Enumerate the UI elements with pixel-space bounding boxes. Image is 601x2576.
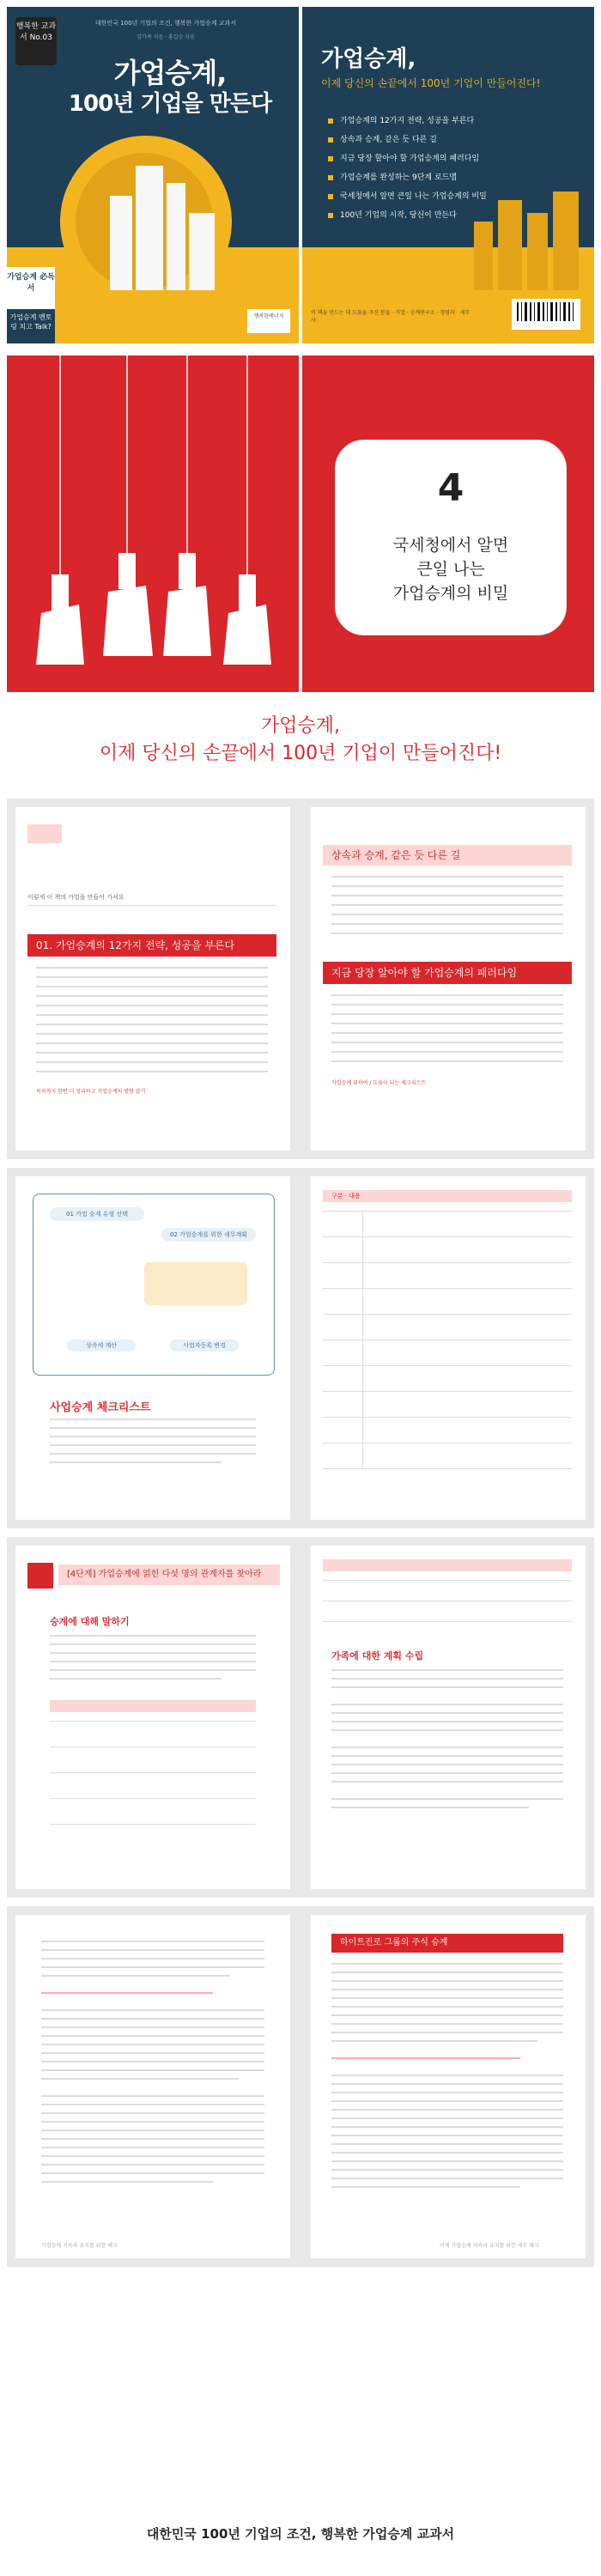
text-line bbox=[331, 1678, 563, 1680]
text-line bbox=[41, 2069, 264, 2071]
text-line bbox=[331, 2178, 563, 2179]
contents-right-page bbox=[311, 807, 586, 1151]
text-line bbox=[41, 2052, 264, 2054]
toc-line bbox=[36, 1061, 268, 1063]
toc-line bbox=[331, 895, 563, 896]
series-badge: 행복한 교과서 No.03 bbox=[15, 17, 57, 65]
text-line bbox=[331, 1669, 563, 1671]
toc-line bbox=[36, 1052, 268, 1054]
diagram-highlight bbox=[144, 1262, 247, 1305]
text-line bbox=[331, 2160, 563, 2162]
cover-title-line2: 100년 기업을 만든다 bbox=[68, 91, 272, 117]
cover-front bbox=[7, 7, 299, 343]
table-row bbox=[323, 1365, 572, 1366]
text-left-page bbox=[15, 1915, 290, 2258]
text-line bbox=[331, 2143, 563, 2145]
text-line bbox=[331, 1721, 563, 1722]
text-line bbox=[331, 1755, 563, 1757]
diagram-spread bbox=[7, 1168, 594, 1528]
toc-line bbox=[331, 1004, 563, 1005]
toc-line bbox=[331, 933, 563, 934]
text-line bbox=[331, 2006, 563, 2008]
text-line bbox=[331, 1997, 563, 1999]
text-line bbox=[41, 2009, 264, 2011]
text-spread bbox=[7, 1906, 594, 2267]
chapter-title-card bbox=[335, 440, 567, 635]
section-bar: [4단계] 가업승계에 얽힌 다섯 명의 관계자를 찾아라 bbox=[58, 1564, 280, 1585]
text-line bbox=[41, 2026, 264, 2028]
section-title: 가족에 대한 계획 수립 bbox=[331, 1650, 424, 1662]
diagram-node: 상속세 계산 bbox=[67, 1340, 136, 1352]
page-footer: 가업승계 지속과 유지를 위한 체크 bbox=[41, 2243, 118, 2249]
highlight-line bbox=[331, 2057, 520, 2059]
page-footer: 이제 가업승계 지속과 유지를 위한 세무 체크 bbox=[440, 2243, 539, 2249]
text-line bbox=[331, 2135, 563, 2136]
section-bar: 하이트진로 그룹의 주식 승계 bbox=[331, 1934, 563, 1953]
toc-line bbox=[36, 1033, 268, 1035]
text-line bbox=[50, 1678, 222, 1680]
page-label: 이렇게 이 책의 가업을 만들어 가셔요 bbox=[27, 894, 124, 901]
contents-section-bar: 01. 가업승계의 12가지 전략, 성공을 부른다 bbox=[27, 934, 276, 957]
text-line bbox=[50, 1444, 256, 1446]
toc-line bbox=[36, 986, 268, 987]
cover-kicker: 대한민국 100년 기업의 조건, 행복한 가업승계 교과서 bbox=[94, 20, 237, 27]
table-row bbox=[50, 1798, 256, 1799]
toc-line bbox=[331, 1032, 563, 1034]
text-line bbox=[41, 1966, 264, 1968]
text-line bbox=[331, 1712, 563, 1714]
bottom-caption: 대한민국 100년 기업의 조건, 행복한 가업승계 교과서 bbox=[146, 2526, 455, 2542]
text-line bbox=[331, 1729, 563, 1731]
text-line bbox=[50, 1661, 256, 1662]
back-cover-title: 가업승계, bbox=[321, 46, 416, 72]
table-row bbox=[323, 1580, 572, 1581]
text-line bbox=[50, 1669, 256, 1671]
table-row bbox=[50, 1772, 256, 1773]
table-row bbox=[323, 1417, 572, 1418]
text-line bbox=[50, 1427, 256, 1429]
book-cover-section bbox=[0, 0, 601, 350]
back-cover-bullets bbox=[328, 112, 577, 225]
toc-line bbox=[331, 876, 563, 878]
text-line bbox=[41, 2147, 264, 2148]
relationship-spread bbox=[7, 1537, 594, 1898]
toc-line bbox=[331, 923, 563, 925]
text-line bbox=[331, 1747, 563, 1748]
text-line bbox=[331, 2152, 563, 2154]
text-line bbox=[331, 2040, 537, 2042]
divider bbox=[27, 905, 276, 906]
barcode-icon bbox=[512, 299, 580, 330]
headline-line2: 이제 당신의 손끝에서 100년 기업이 만들어진다! bbox=[99, 743, 502, 764]
table-row bbox=[323, 1288, 572, 1289]
relationship-left-page bbox=[15, 1546, 290, 1889]
text-line bbox=[331, 1963, 563, 1965]
chapter-number: 4 bbox=[437, 466, 464, 510]
table-header bbox=[323, 1559, 572, 1571]
toc-line bbox=[331, 885, 563, 887]
page-footer: 가업승계 위하여 / 도움이 되는 체크리스트 bbox=[331, 1080, 427, 1086]
text-line bbox=[41, 2018, 264, 2020]
text-line bbox=[41, 1941, 264, 1942]
diagram-node: 02 가업승계를 위한 세무계획 bbox=[161, 1228, 256, 1242]
text-line bbox=[50, 1453, 256, 1455]
back-cover-footer: 이 책을 만드는 데 도움을 주신 분들 · 가업 · 승계연구소 · 경영자 · 세무사 bbox=[311, 310, 470, 324]
text-line bbox=[41, 2121, 264, 2123]
cover-title-line1: 가업승계, bbox=[113, 57, 227, 89]
chapter-spread bbox=[7, 355, 594, 692]
logo-icon bbox=[27, 824, 62, 843]
toc-line bbox=[36, 1024, 268, 1025]
text-line bbox=[331, 2117, 563, 2119]
toc-line bbox=[36, 1042, 268, 1044]
table-row bbox=[323, 1391, 572, 1392]
text-right-page bbox=[311, 1915, 586, 2258]
highlight-line bbox=[41, 1992, 213, 1994]
text-line bbox=[41, 2095, 264, 2097]
table-header: 구분 · 내용 bbox=[323, 1190, 572, 1202]
diagram-left-page bbox=[15, 1176, 290, 1520]
text-line bbox=[331, 2075, 563, 2076]
text-line bbox=[331, 1807, 529, 1808]
table-row bbox=[50, 1824, 256, 1825]
relationship-right-page bbox=[311, 1546, 586, 1889]
text-line bbox=[50, 1436, 256, 1437]
toc-line bbox=[36, 995, 268, 997]
text-line bbox=[331, 2100, 563, 2102]
text-line bbox=[50, 1635, 256, 1637]
bullet-item: 가업승계의 12가지 전략, 성공을 부른다 bbox=[328, 112, 577, 131]
toc-line bbox=[331, 1042, 563, 1043]
bullet-item: 지금 당장 할아야 할 가업승계의 패러다임 bbox=[328, 149, 577, 168]
text-line bbox=[41, 2181, 213, 2183]
page-footer: 목차까지 한번 더 정리하고 가업승계의 방향 잡기 bbox=[36, 1089, 146, 1095]
text-line bbox=[41, 2172, 264, 2174]
text-line bbox=[331, 1971, 563, 1973]
text-line bbox=[41, 2035, 264, 2037]
text-line bbox=[41, 2104, 264, 2105]
text-line bbox=[50, 1419, 256, 1420]
text-line bbox=[41, 1975, 230, 1977]
table-column-divider bbox=[362, 1211, 363, 1468]
toc-line bbox=[331, 904, 563, 906]
bullet-item: 가업승계를 완성하는 9단계 로드맵 bbox=[328, 168, 577, 187]
text-line bbox=[41, 2138, 264, 2140]
text-line bbox=[331, 1764, 563, 1765]
text-line bbox=[331, 1772, 563, 1774]
table-right-page bbox=[311, 1176, 586, 1520]
toc-line bbox=[331, 994, 563, 996]
text-line bbox=[331, 2083, 563, 2085]
publisher-logo: 행복한에너지 bbox=[247, 309, 290, 333]
back-cover-subtitle: 이제 당신의 손끝에서 100년 기업이 만들어진다! bbox=[321, 77, 541, 89]
hanging-buildings-illustration bbox=[7, 355, 299, 692]
chapter-left-page bbox=[7, 355, 299, 692]
building-icon bbox=[110, 196, 132, 290]
text-line bbox=[331, 2023, 563, 2025]
table-row bbox=[323, 1262, 572, 1263]
table-row bbox=[323, 1621, 572, 1622]
text-line bbox=[331, 1980, 563, 1982]
toc-line bbox=[331, 914, 563, 915]
building-icon bbox=[527, 213, 548, 290]
building-icon bbox=[553, 191, 579, 290]
table-row bbox=[323, 1236, 572, 1237]
text-line bbox=[331, 2092, 563, 2093]
text-line bbox=[331, 1798, 563, 1800]
text-line bbox=[331, 2169, 563, 2171]
section-title: 승계에 대해 말하기 bbox=[50, 1616, 130, 1627]
text-line bbox=[331, 2014, 563, 2016]
text-line bbox=[41, 2112, 264, 2114]
contents-section-bar: 지금 당장 알아야 할 가업승계의 패러다임 bbox=[323, 962, 572, 984]
cover-author: 김가족 지음 · 홍길승 지음 bbox=[137, 34, 195, 40]
text-line bbox=[41, 1958, 264, 1959]
bullet-item: 국세청에서 알면 큰일 나는 가업승계의 비밀 bbox=[328, 187, 577, 206]
chapter-title bbox=[336, 533, 566, 605]
bullet-item: 100년 기업의 시작, 당신이 만든다 bbox=[328, 206, 577, 225]
text-line bbox=[331, 2186, 520, 2188]
contents-left-page bbox=[15, 807, 290, 1151]
chapter-title-line: 가업승계의 비밀 bbox=[392, 584, 509, 603]
toc-line bbox=[331, 1013, 563, 1015]
building-icon bbox=[167, 183, 185, 290]
text-line bbox=[50, 1652, 256, 1654]
diagram-node: 01 가업 승계 유형 선택 bbox=[50, 1207, 144, 1221]
toc-line bbox=[36, 967, 268, 969]
building-icon bbox=[189, 213, 215, 290]
table-row bbox=[323, 1314, 572, 1315]
table-row bbox=[323, 1211, 572, 1212]
text-line bbox=[331, 1686, 563, 1688]
contents-spread bbox=[7, 799, 594, 1159]
toc-line bbox=[331, 1060, 563, 1062]
cover-back bbox=[302, 7, 594, 343]
chapter-marker-icon bbox=[27, 1563, 53, 1589]
text-line bbox=[41, 2164, 264, 2166]
text-line bbox=[41, 2061, 264, 2063]
toc-line bbox=[331, 1051, 563, 1053]
diagram-node: 사업자등록 변경 bbox=[170, 1340, 239, 1352]
table-header bbox=[50, 1700, 256, 1712]
bullet-item: 상속과 승계, 같은 듯 다른 길 bbox=[328, 131, 577, 149]
text-line bbox=[41, 1949, 264, 1951]
text-line bbox=[331, 2126, 563, 2128]
chapter-title-line: 국세청에서 알면 bbox=[392, 536, 509, 555]
text-line bbox=[331, 1704, 563, 1705]
text-line bbox=[41, 2044, 264, 2045]
text-line bbox=[331, 2032, 563, 2033]
contents-section-bar: 상속과 승계, 같은 듯 다른 길 bbox=[323, 845, 572, 866]
text-line bbox=[41, 2129, 264, 2131]
table-row bbox=[323, 1468, 572, 1469]
building-icon bbox=[136, 166, 163, 290]
toc-line bbox=[36, 1005, 268, 1006]
side-label-mentoring: 가업승계 멘토링 치고 Talk? bbox=[7, 309, 55, 343]
building-icon bbox=[474, 222, 493, 290]
toc-line bbox=[36, 1014, 268, 1016]
text-line bbox=[331, 1989, 563, 1990]
chapter-title-line: 큰일 나는 bbox=[416, 560, 485, 579]
toc-line bbox=[36, 976, 268, 978]
headline-line1: 가업승계, bbox=[260, 715, 340, 737]
text-line bbox=[41, 2078, 239, 2080]
toc-line bbox=[36, 1071, 268, 1072]
text-line bbox=[50, 1643, 256, 1645]
text-line bbox=[331, 1781, 563, 1783]
text-line bbox=[41, 2155, 264, 2157]
text-line bbox=[50, 1461, 222, 1463]
building-icon bbox=[498, 200, 522, 290]
side-label: 가업승계 必독서 bbox=[7, 267, 55, 336]
table-row bbox=[50, 1721, 256, 1722]
section-title: 사업승계 체크리스트 bbox=[50, 1401, 151, 1414]
text-line bbox=[331, 2109, 563, 2111]
toc-line bbox=[331, 1023, 563, 1024]
